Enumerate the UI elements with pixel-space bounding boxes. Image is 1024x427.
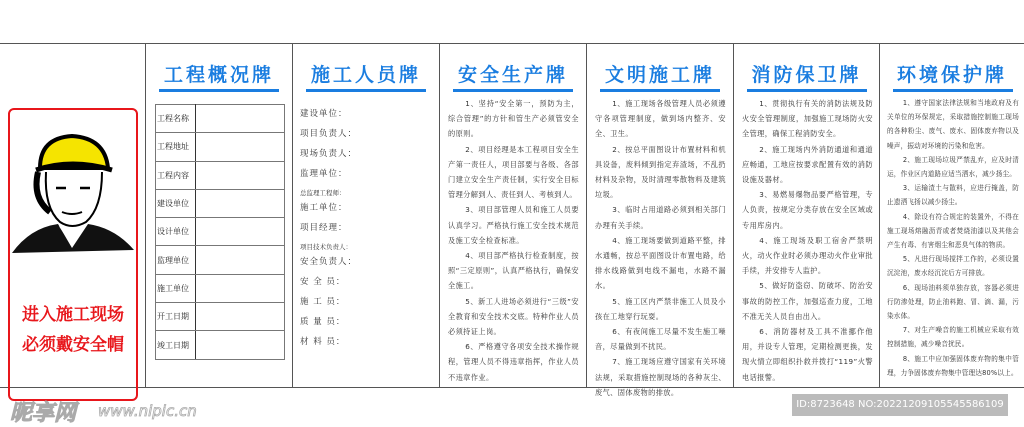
table-row	[156, 246, 285, 274]
row-label: 工程地址	[156, 133, 196, 161]
staff-field-label: 建设单位：	[300, 109, 348, 119]
title-underline	[747, 89, 867, 92]
rule-paragraph: 3、运输渣土与散料，应进行掩盖，防止遗洒飞扬以减少扬尘。	[887, 184, 1019, 207]
rule-paragraph: 2、项目经理是本工程项目安全生产第一责任人，项目部要与各级、各部门建立安全生产责任制，实行安全目标管理分解到人、责任到人、考核到人。	[448, 144, 579, 200]
staff-field-label: 质 量 员：	[300, 317, 346, 327]
row-value	[196, 246, 285, 274]
staff-field-label: 总监理工程师：	[300, 189, 346, 197]
panel-title: 消防保卫牌	[751, 64, 862, 86]
rule-paragraph: 5、做好防盗窃、防破坏、防治安事故的防控工作，加强巡查力度，工地不准无关人员自由出入。	[742, 281, 873, 321]
rule-paragraph: 4、施工现场及职工宿舍严禁明火，动火作业时必须办理动火作业审批手续，并安排专人监护。	[742, 235, 873, 276]
rule-paragraph: 2、按总平面图设计布置材料和机具设备，废料倾到指定弃渣场，不乱扔材料及杂物，及时清理零散物料及建筑垃圾。	[595, 144, 726, 200]
panel-title: 工程概况牌	[163, 64, 274, 86]
table-row	[156, 161, 285, 189]
staff-field-label: 监理单位：	[300, 169, 348, 179]
table-row	[156, 331, 285, 359]
rule-paragraph: 1、坚持“安全第一，预防为主，综合管理”的方针和管生产必须管安全的原则。	[448, 99, 579, 139]
rule-paragraph: 4、施工现场要做到道路平整，排水通畅，按总平面图设计布置电路，给排水线路做到电线不漏电，水路不漏水。	[595, 235, 726, 291]
table-row	[156, 133, 285, 161]
table-row	[156, 303, 285, 331]
title-underline	[453, 89, 573, 92]
staff-list	[300, 104, 357, 352]
helmet-slogan	[10, 300, 136, 360]
rule-paragraph: 1、贯彻执行有关的消防法规及防火安全管理制度，加强施工现场防火安全管理，确保工程消防安全。	[742, 99, 873, 139]
staff-field-label: 安全负责人：	[300, 257, 358, 267]
panel-title: 文明施工牌	[604, 64, 715, 86]
rule-paragraph: 1、遵守国家法律法规和当地政府及有关单位的环保规定，采取措施控制施工现场的各种粉尘、废气、废水、固体废弃物以及噪声，振动对环境的污染和危害。	[887, 99, 1019, 150]
panel-title: 环境保护牌	[896, 64, 1007, 86]
watermark-logo: 昵享网	[10, 401, 77, 426]
staff-field-label: 施工单位：	[300, 203, 348, 213]
row-label: 建设单位	[156, 189, 196, 217]
rule-paragraph: 5、新工人进场必须进行“三级”安全教育和安全技术交底。特种作业人员必须持证上岗。	[448, 296, 579, 337]
rule-paragraph: 7、施工现场应遵守国家有关环境法规，采取措施控制现场的各种灰尘、废气、固体废物的排放。	[595, 357, 726, 397]
rule-paragraph: 6、现场油料须单独存放，容器必须进行防渗处理，防止油料跑、冒、滴、漏，污染水体。	[887, 283, 1019, 321]
row-value	[196, 161, 285, 189]
env-panel	[880, 43, 1024, 388]
table-row	[156, 274, 285, 302]
panel-title: 安全生产牌	[457, 64, 568, 86]
image-id-badge: ID:8723648 NO:20221209105545586109	[792, 394, 1008, 416]
overview-table	[155, 104, 285, 360]
row-label: 工程内容	[156, 161, 196, 189]
row-value	[196, 274, 285, 302]
rule-paragraph: 2、施工现场垃圾严禁乱弃，应及时清运，作业区内道路应适当洒水，减少扬尘。	[887, 155, 1019, 179]
staff-field-label: 项目经理：	[300, 223, 348, 233]
row-value	[196, 105, 285, 133]
fire-panel	[734, 43, 880, 388]
row-label: 施工单位	[156, 274, 196, 302]
slogan-line: 进入施工现场	[22, 305, 124, 325]
row-value	[196, 189, 285, 217]
rule-paragraph: 4、除设有符合规定的装置外，不得在施工现场熔融沥青或者焚烧油漆以及其他会产生有毒、有害烟尘和恶臭气体的物质。	[887, 212, 1019, 250]
rule-paragraph: 5、凡进行现场搅拌工作的，必须设置沉淀池，废水经沉淀后方可排放。	[887, 255, 1019, 278]
fire-rules	[742, 96, 873, 385]
staff-field-label: 安 全 员：	[300, 277, 346, 287]
watermark-site: www.nipic.cn	[98, 402, 197, 420]
rule-paragraph: 3、易燃易爆物品要严格管理，专人负责，按规定分类存放在安全区域或专用库房内。	[742, 190, 873, 230]
rule-paragraph: 6、有夜间施工尽量不发生施工噪音，尽量做到不扰民。	[595, 327, 726, 352]
safety-panel	[440, 43, 587, 388]
row-label: 监理单位	[156, 246, 196, 274]
civil-panel	[587, 43, 734, 397]
rule-paragraph: 3、项目部管理人员和施工人员要认真学习。严格执行施工安全技术规范及施工安全检查标准。	[448, 205, 579, 245]
rule-paragraph: 4、项目部严格执行检查制度，按照“三定原则”，认真严格执行，确保安全施工。	[448, 251, 579, 291]
row-label: 开工日期	[156, 303, 196, 331]
row-label: 设计单位	[156, 218, 196, 246]
row-value	[196, 218, 285, 246]
panel-title: 施工人员牌	[310, 64, 421, 86]
row-value	[196, 303, 285, 331]
staff-field-label: 材 料 员：	[300, 337, 346, 347]
title-underline	[893, 89, 1013, 92]
env-rules	[887, 96, 1019, 380]
rule-paragraph: 6、消防器材及工具不准挪作他用，并设专人管理，定期检测更换，发现火情立即组织扑救并拨打“119”火警电话报警。	[742, 327, 873, 382]
rule-paragraph: 6、严格遵守各项安全技术操作规程，管理人员不得违章指挥，作业人员不违章作业。	[448, 342, 579, 382]
worker-with-helmet-icon	[10, 128, 136, 253]
staff-field-label: 施 工 员：	[300, 297, 346, 307]
rule-paragraph: 7、对生产噪音的施工机械应采取有效控制措施，减少噪音扰民。	[887, 326, 1019, 349]
title-underline	[600, 89, 720, 92]
helmet-sign	[8, 108, 138, 401]
title-underline	[306, 89, 426, 92]
row-label: 工程名称	[156, 105, 196, 133]
staff-field-label: 项目技术负责人：	[300, 243, 352, 251]
rule-paragraph: 2、施工现场内外消防通道和通道应畅通，工地应按要求配置有效的消防设施及器材。	[742, 144, 873, 185]
staff-field-label: 现场负责人：	[300, 149, 358, 159]
rule-paragraph: 1、施工现场各级管理人员必须遵守各项管理制度，做到场内整齐、安全、卫生。	[595, 99, 726, 139]
rule-paragraph: 8、施工中应加强固体废弃物的集中管理，力争固体废弃物集中管理达80%以上。	[887, 354, 1019, 377]
table-row	[156, 189, 285, 217]
civil-rules	[595, 96, 726, 400]
row-value	[196, 331, 285, 359]
table-row	[156, 105, 285, 133]
helmet-sign-panel	[0, 43, 146, 388]
row-label: 竣工日期	[156, 331, 196, 359]
row-value	[196, 133, 285, 161]
rule-paragraph: 3、临时占用道路必须到相关部门办理有关手续。	[595, 205, 726, 230]
rule-paragraph: 5、施工区内严禁非施工人员及小孩在工地穿行玩耍。	[595, 296, 726, 321]
table-row	[156, 218, 285, 246]
staff-field-label: 项目负责人：	[300, 129, 358, 139]
title-underline	[159, 89, 279, 92]
safety-rules	[448, 96, 579, 385]
slogan-line: 必须戴安全帽	[22, 335, 124, 355]
